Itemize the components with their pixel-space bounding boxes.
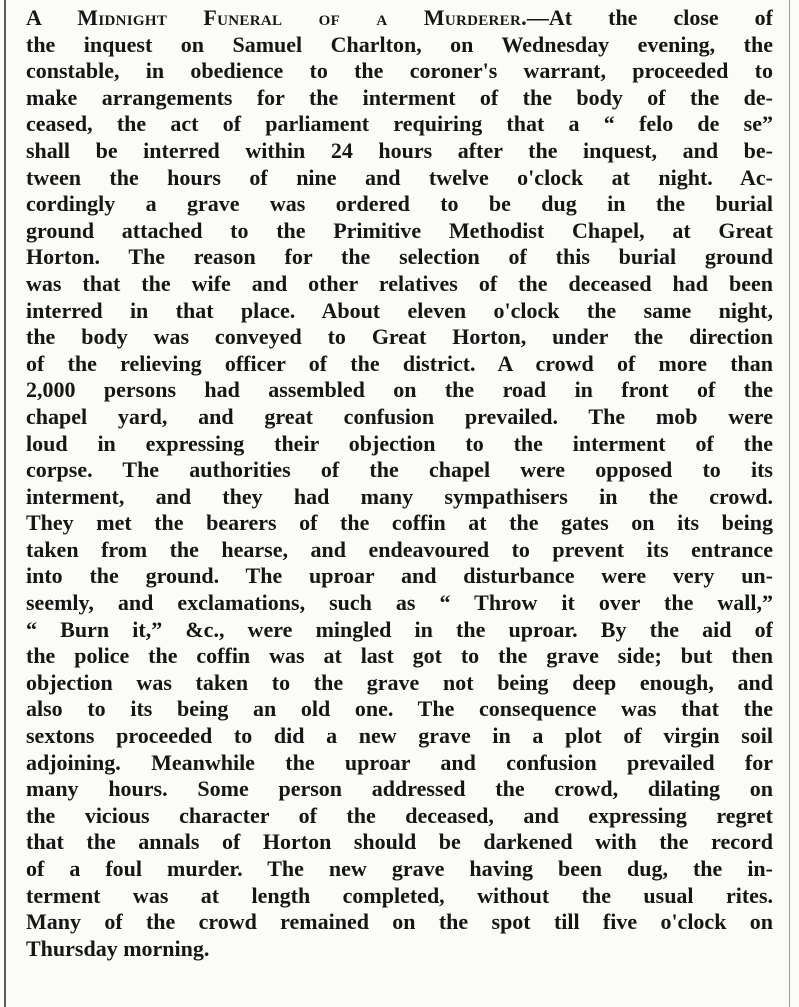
- article-line: They met the bearers of the coffin at the gates on its being: [26, 510, 773, 536]
- article-line: the body was conveyed to Great Horton, under the direction: [26, 324, 773, 350]
- article-line: into the ground. The uproar and disturbance were very un-: [26, 563, 773, 589]
- article-line: of a foul murder. The new grave having been dug, the in-: [26, 856, 773, 881]
- article-line: constable, in obedience to the coroner's warrant, proceeded to: [26, 58, 773, 84]
- article-line: objection was taken to the grave not being deep enough, and: [26, 669, 773, 695]
- article-line: many hours. Some person addressed the crowd, dilating on: [26, 776, 773, 802]
- article-line: taken from the hearse, and endeavoured to prevent its entrance: [26, 536, 773, 562]
- article-line: the vicious character of the deceased, and expressing regret: [26, 802, 773, 828]
- article-line: Many of the crowd remained on the spot till five o'clock on: [26, 909, 773, 935]
- article-line: interred in that place. About eleven o'clock the same night,: [26, 297, 773, 323]
- article-line: chapel yard, and great confusion prevailed. The mob were: [26, 403, 773, 429]
- article-line: make arrangements for the interment of the body of the de-: [26, 84, 773, 110]
- article-line: adjoining. Meanwhile the uproar and confusion prevailed for: [26, 749, 773, 775]
- article-body: [26, 5, 773, 962]
- article-line: also to its being an old one. The consequence was that the: [26, 696, 773, 722]
- headline: A Midnight Funeral of a Murderer.: [26, 5, 527, 30]
- article-line-final: Thursday morning.: [26, 935, 210, 961]
- article-line: tween the hours of nine and twelve o'clock at night. Ac-: [26, 164, 773, 190]
- article-line: terment was at length completed, without the usual rites.: [26, 882, 773, 908]
- article-line: the inquest on Samuel Charlton, on Wednesday evening, the: [26, 31, 773, 57]
- column-rule-right: [789, 0, 790, 1007]
- article-line: the police the coffin was at last got to the grave side; but then: [26, 643, 773, 669]
- article-line: cordingly a grave was ordered to be dug in the burial: [26, 191, 773, 217]
- article-text: —At the close of: [526, 5, 773, 30]
- article-line: sextons proceeded to did a new grave in a plot of virgin soil: [26, 723, 773, 749]
- article-line: seemly, and exclamations, such as “ Throw it over the wall,”: [26, 590, 773, 616]
- article-line: ceased, the act of parliament requiring that a “ felo de se”: [26, 111, 773, 137]
- column-rule-left: [4, 0, 6, 1007]
- article-line: of the relieving officer of the district. A crowd of more than: [26, 350, 773, 376]
- article-line: interment, and they had many sympathisers in the crowd.: [26, 483, 773, 509]
- article-line: corpse. The authorities of the chapel were opposed to its: [26, 457, 773, 483]
- article-line-1: [26, 5, 773, 32]
- article-line: that the annals of Horton should be darkened with the record: [26, 829, 773, 855]
- article-line: 2,000 persons had assembled on the road in front of the: [26, 377, 773, 403]
- article-line: “ Burn it,” &c., were mingled in the uproar. By the aid of: [26, 616, 773, 642]
- article-line: shall be interred within 24 hours after the inquest, and be-: [26, 137, 773, 163]
- article-line: Horton. The reason for the selection of this burial ground: [26, 244, 773, 270]
- article-line: loud in expressing their objection to the interment of the: [26, 430, 773, 456]
- article-line: ground attached to the Primitive Methodist Chapel, at Great: [26, 217, 773, 243]
- article-line: was that the wife and other relatives of the deceased had been: [26, 270, 773, 296]
